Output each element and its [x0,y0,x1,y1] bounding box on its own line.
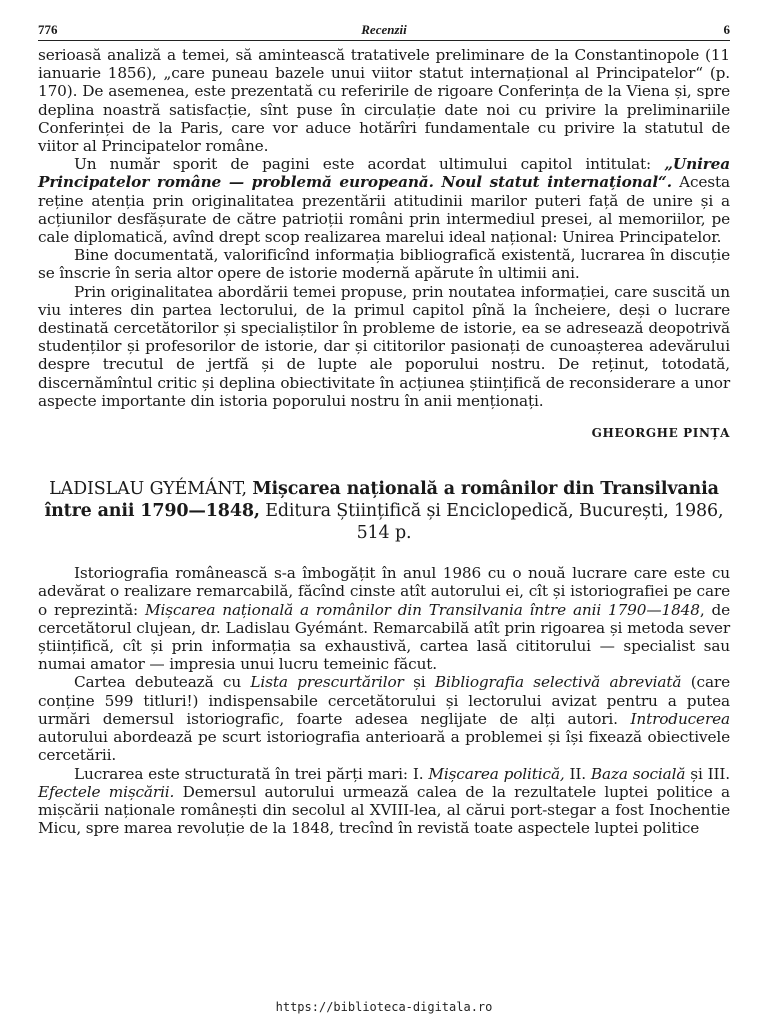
text-run: , de cercetătorul clujean, dr. Ladislau Gyémánt. Remarcabilă atît prin rigoarea și metoda sever științifică, cît și prin informația sa exhaustivă, cartea lasă cititorului — specialist sau numai amator — impresia unui lucru temeinic făcut. [38,600,730,674]
review-2-heading [38,478,730,544]
text-run: și [403,673,435,692]
text-run: Bine documentată, valorificînd informația bibliografică existentă, lucrarea în discuție se înscrie în seria altor opere de istorie modernă apărute în ultimii ani. [38,246,730,283]
running-header [38,20,730,41]
review-1 [38,46,730,442]
review-1-paragraph-3 [38,246,730,282]
emphasized-text: Introducerea [630,709,730,728]
page-body [38,46,730,837]
page-number-left: 776 [38,22,58,37]
emphasized-text: Bibliografia selectivă abreviată [434,673,682,692]
text-run: Cartea debutează cu [74,673,251,692]
text-run: Istoriografia românească s-a îmbogățit în anul 1986 cu o nouă lucrare care este cu adevărat o realizare remarcabilă, făcînd cinste atît autorului ei, cît și istoriografiei pe care o reprezintă: [38,564,730,619]
text-run: autorului abordează pe scurt istoriografia anterioară a problemei și își fixează obiectivele cercetării. [38,728,730,765]
emphasized-text: Mișcarea națională a românilor din Transilvania între anii 1790—1848 [144,600,700,619]
emphasized-text: Mișcarea politică, [428,764,565,783]
review-1-signature: GHEORGHE PINȚA [591,426,730,441]
review-2 [38,478,730,837]
review-2-paragraph-3 [38,765,730,838]
emphasized-text: Baza socială [590,764,686,783]
emphasized-text: „Unirea Principatelor române — problemă europeană. Noul statut internațional“. [38,155,730,192]
running-title: Recenzii [361,22,407,37]
text-run: Un număr sporit de pagini este acordat ultimului capitol intitulat: [74,155,665,174]
text-run: (care conține 599 titluri!) indispensabile cercetătorului și lectorului avizat pentru a putea urmări demersul istoriografic, foarte adesea neglijate de alți autori. [38,673,730,728]
text-run: Acesta reține atenția prin originalitatea prezentării atitudinii marilor puteri față de unire și a acțiunilor desfășurate de către patrioții români prin intermediul presei, al memoriilor, pe cale diplomatică, avînd drept scop realizarea marelui ideal național: Unirea Principatelor. [38,173,730,247]
source-url: https://biblioteca-digitala.ro [275,1000,493,1014]
emphasized-text: Lista prescurtărilor [250,673,404,692]
reviewed-book-author: LADISLAU GYÉMÁNT, [49,479,247,500]
review-1-paragraph-1 [38,46,730,155]
review-1-paragraph-4 [38,283,730,410]
reviewed-book-publisher: Editura Științifică și Enciclopedică, București, 1986, 514 p. [265,501,724,544]
review-2-paragraph-2 [38,673,730,764]
text-run: Lucrarea este structurată în trei părți mari: I. [74,764,429,783]
text-run: serioasă analiză a temei, să amintească tratativele preliminare de la Constantinopole (11 ianuarie 1856), „care puneau bazele unui viitor statut internațional al Principatelor“ (p. 170). De asemenea, este prezentată cu referirile de rigoare Conferința de la Viena și, spre deplina noastră satisfacție, sînt puse în circulație date noi cu privire la preliminariile Conferinței de la Paris, care vor aduce hotărîri fundamentale cu privire la statutul de viitor al Principatelor române. [38,46,730,156]
text-run: Demersul autorului urmează calea de la rezultatele luptei politice a mișcării naționale românești din secolul al XVIII-lea, al cărui port-stegar a fost Inochentie Micu, spre marea revoluție de la 1848, trecînd în revistă toate aspectele luptei politice [38,782,730,838]
text-run: Prin originalitatea abordării temei propuse, prin noutatea informației, care suscită un viu interes din partea lectorului, de la primul capitol pînă la încheiere, deși o lucrare destinată cercetătorilor și specialiștilor în probleme de istorie, ea se adresează deopotrivă studenților și profesorilor de istorie, dar și cititorilor pasionați de cunoașterea adevărului despre trecutul de jertfă și de lupte ale poporului nostru. De reținut, totodată, discernămîntul critic și deplina obiectivitate în acțiunea științifică de reconsiderare a unor aspecte importante din istoria poporului nostru în anii menționați. [38,282,730,410]
review-2-paragraph-1 [38,564,730,673]
review-1-paragraph-2 [38,155,730,246]
text-run: și III. [685,764,730,783]
reviewed-book-title: Mișcarea națională a românilor din Transilvania între anii 1790—1848, [44,479,719,522]
text-run: II. [564,764,591,783]
page-number-right: 6 [723,22,730,37]
emphasized-text: Efectele mișcării. [38,782,175,801]
